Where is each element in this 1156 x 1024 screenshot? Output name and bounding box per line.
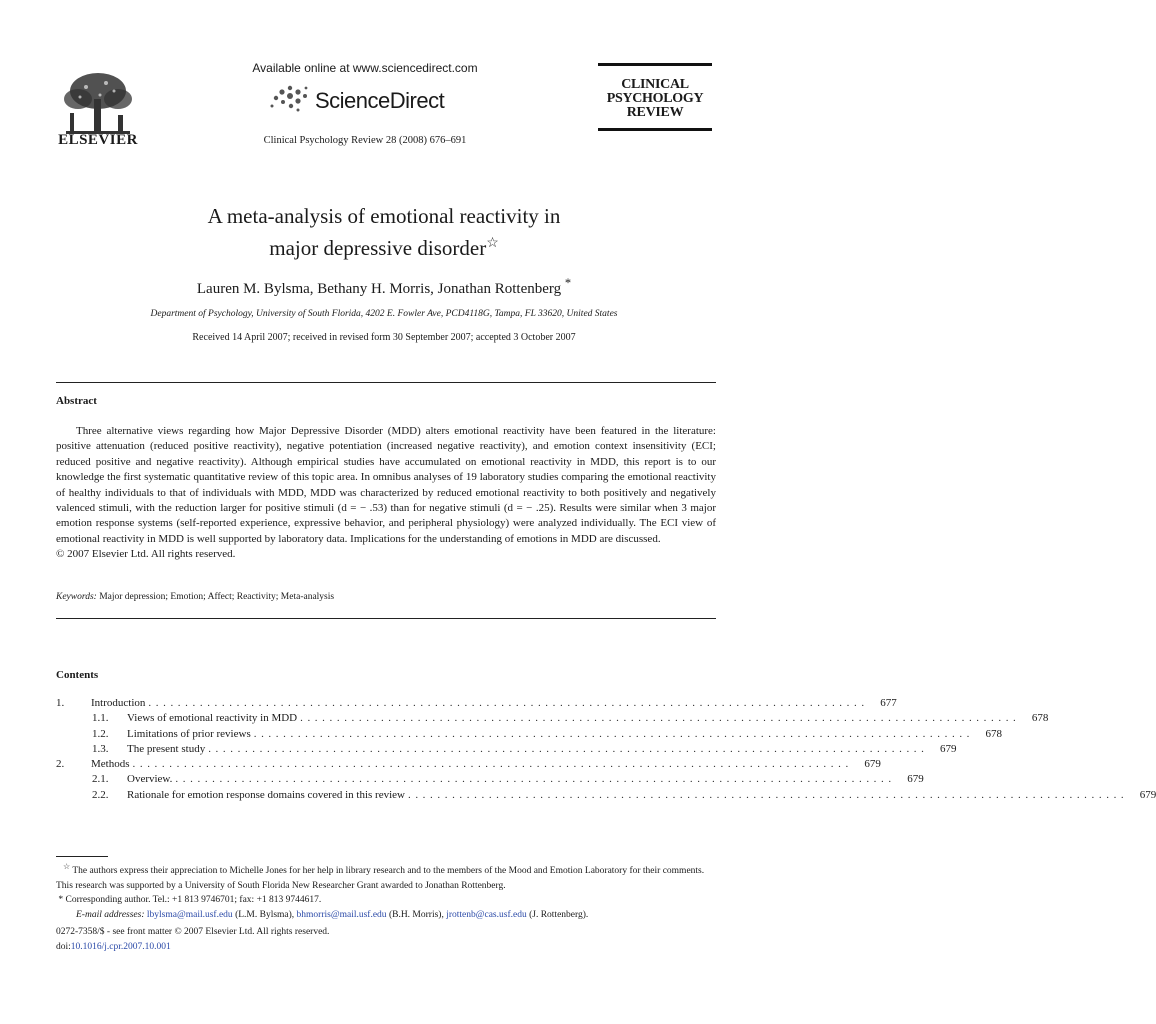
abstract-bottom-rule	[56, 618, 716, 619]
abstract-body	[56, 424, 716, 563]
abstract-heading: Abstract	[56, 395, 97, 407]
toc-number: 1.1.	[92, 712, 109, 725]
acknowledgement-text: The authors express their appreciation to Michelle Jones for her help in library research and to the members of the Mood and Emotion Laboratory for their comments. This research was supported by a University of South Florida New Researcher Grant awarded to Jonathan Rottenberg.	[56, 866, 705, 891]
toc-page: 677	[880, 697, 897, 709]
journal-citation: Clinical Psychology Review 28 (2008) 676–691	[263, 135, 467, 146]
footnote-acknowledgement	[56, 860, 718, 893]
toc-entry[interactable]	[56, 742, 957, 758]
toc-page: 679	[907, 773, 924, 786]
toc-page: 678	[985, 727, 1003, 740]
article-title	[100, 202, 668, 262]
toc-number: 2.	[56, 758, 65, 771]
toc-entry[interactable]	[56, 788, 1156, 804]
toc-number: 2.2.	[92, 788, 109, 801]
footnotes	[56, 860, 718, 922]
table-of-contents	[56, 697, 1156, 804]
journal-name-line: REVIEW	[626, 105, 684, 120]
keywords-label: Keywords:	[56, 592, 97, 602]
toc-title[interactable]: Introduction	[91, 697, 146, 709]
footnote-star-icon: ☆	[63, 862, 71, 871]
toc-entry[interactable]	[56, 712, 1049, 727]
title-footnote-star-icon[interactable]: ☆	[486, 236, 499, 251]
email-link[interactable]: bhmorris@mail.usf.edu	[296, 909, 387, 920]
toc-entry[interactable]	[56, 697, 897, 712]
toc-entry[interactable]	[56, 758, 881, 773]
toc-title[interactable]: The present study	[127, 742, 206, 755]
sciencedirect-wordmark: ScienceDirect	[315, 88, 445, 113]
toc-title[interactable]: Overview.	[127, 773, 173, 786]
journal-name-line: PSYCHOLOGY	[606, 91, 704, 106]
toc-number: 1.	[56, 697, 65, 709]
toc-entry[interactable]	[56, 773, 924, 788]
journal-logo	[598, 63, 712, 131]
toc-title[interactable]: Limitations of prior reviews	[127, 727, 251, 740]
affiliation: Department of Psychology, University of South Florida, 4202 E. Fowler Ave, PCD4118G, Tampa, FL 33620, United States	[150, 309, 618, 319]
footnote-rule	[56, 856, 108, 857]
corresponding-mark: *	[58, 895, 64, 906]
keywords-list: Major depression; Emotion; Affect; Reactivity; Meta-analysis	[99, 592, 335, 602]
toc-leader: ..................................................................................................	[148, 697, 869, 709]
toc-page: 679	[940, 742, 957, 755]
author-list	[100, 276, 668, 298]
toc-title[interactable]: Methods	[91, 758, 130, 771]
authors-text: Lauren M. Bylsma, Bethany H. Morris, Jonathan Rottenberg	[196, 281, 562, 297]
toc-leader: ..................................................................................................	[175, 773, 896, 786]
abstract-top-rule	[56, 382, 716, 383]
publisher-name: ELSEVIER	[58, 132, 138, 148]
toc-number: 2.1.	[92, 773, 109, 786]
toc-number: 1.3.	[92, 742, 109, 755]
doi-line	[56, 940, 329, 955]
doi-link[interactable]: 10.1016/j.cpr.2007.10.001	[70, 941, 171, 952]
toc-page: 678	[1031, 712, 1049, 725]
corresponding-text: Corresponding author. Tel.: +1 813 9746701; fax: +1 813 9744617.	[65, 895, 322, 906]
doi-prefix: doi:	[56, 941, 71, 952]
footnote-corresponding	[56, 893, 718, 908]
footnote-emails	[56, 908, 718, 923]
toc-title[interactable]: Rationale for emotion response domains covered in this review	[127, 788, 405, 801]
toc-entry[interactable]	[56, 727, 1003, 743]
toc-number: 1.2.	[92, 727, 109, 740]
email-owner: (J. Rottenberg).	[529, 909, 589, 920]
journal-name-line: CLINICAL	[621, 77, 689, 92]
email-owner: (B.H. Morris),	[388, 909, 444, 920]
abstract-copyright: © 2007 Elsevier Ltd. All rights reserved.	[56, 548, 236, 561]
front-matter	[56, 925, 329, 954]
toc-leader: ..................................................................................................	[300, 712, 1021, 725]
title-line-2: major depressive disorder	[269, 236, 487, 260]
toc-leader: ..................................................................................................	[208, 742, 929, 755]
title-line-1: A meta-analysis of emotional reactivity in	[207, 204, 561, 228]
email-link[interactable]: jrottenb@cas.usf.edu	[446, 909, 527, 920]
toc-leader: ..................................................................................................	[407, 788, 1129, 801]
contents-heading: Contents	[56, 669, 99, 681]
toc-page: 679	[864, 758, 881, 771]
email-label: E-mail addresses:	[76, 909, 145, 920]
toc-title[interactable]: Views of emotional reactivity in MDD	[127, 712, 298, 725]
toc-leader: ..................................................................................................	[253, 727, 975, 740]
corresponding-author-mark[interactable]: *	[564, 276, 572, 290]
toc-page: 679	[1139, 788, 1156, 801]
received-dates: Received 14 April 2007; received in revised form 30 September 2007; accepted 3 October 2007	[192, 332, 576, 343]
abstract-paragraph: Three alternative views regarding how Major Depressive Disorder (MDD) alters emotional reactivity have been featured in the literature: positive attenuation (reduced positive reactivity), negative potentiation (increased negative reactivity), and emotion context insensitivity (ECI; reduced positive and negative reactivity). Although empirical studies have accumulated on emotional reactivity in MDD, this report is to our knowledge the first systematic quantitative review of this topic area. In omnibus analyses of 19 laboratory studies comparing the emotional reactivity of healthy individuals to that of individuals with MDD, MDD was characterized by reduced emotional reactivity to both positively and negatively valenced stimuli, with the reduction larger for positive stimuli (d = − .53) than for negative stimuli (d = − .25). Results were similar when 3 major emotion response systems (self-reported experience, expressive behavior, and peripheral physiology) were analyzed individually. The ECI view of emotional reactivity in MDD is well supported by laboratory data. Implications for the understanding of emotions in MDD are discussed.	[56, 425, 716, 545]
issn-line: 0272-7358/$ - see front matter © 2007 Elsevier Ltd. All rights reserved.	[56, 927, 330, 937]
toc-leader: ..................................................................................................	[132, 758, 853, 771]
email-owner: (L.M. Bylsma),	[235, 909, 295, 920]
keywords	[56, 592, 334, 602]
available-online-text: Available online at www.sciencedirect.com	[252, 61, 478, 75]
email-link[interactable]: lbylsma@mail.usf.edu	[146, 909, 233, 920]
